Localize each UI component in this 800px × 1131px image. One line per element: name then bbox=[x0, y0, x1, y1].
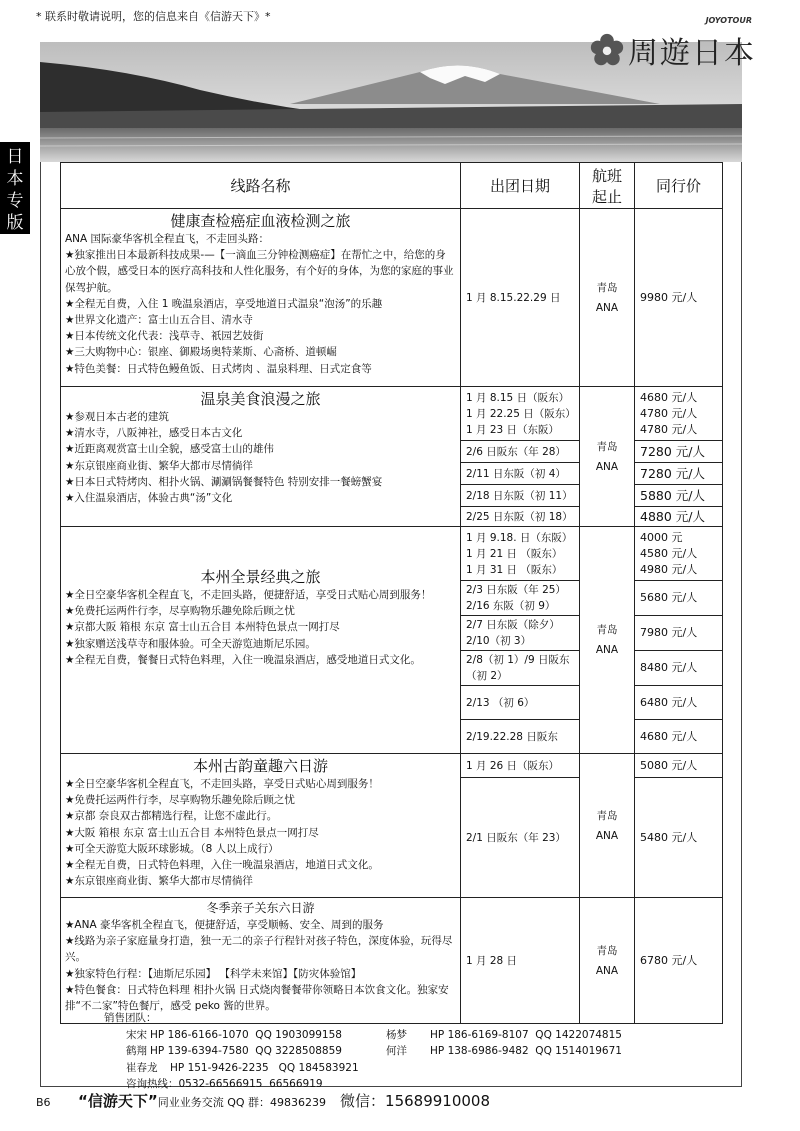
price-cell: 4880 元/人 bbox=[635, 507, 723, 527]
departure-dates: 1 月 26 日（阪东） bbox=[461, 754, 580, 778]
contact-row bbox=[104, 1043, 666, 1059]
footer-qq-group: 同业业务交流 QQ 群：49836239 bbox=[157, 1096, 327, 1109]
route-title: 本州全景经典之旅 bbox=[200, 568, 321, 586]
departure-dates: 2/7 日东阪（除夕） 2/10（初 3） bbox=[461, 616, 580, 651]
departure-dates: 1 月 8.15 日（阪东） 1 月 22.25 日（阪东） 1 月 23 日（东阪） bbox=[461, 387, 580, 441]
header-route-name: 线路名称 bbox=[61, 163, 461, 209]
departure-dates: 2/8（初 1）/9 日阪东（初 2） bbox=[461, 651, 580, 686]
route-title: 本州古韵童趣六日游 bbox=[192, 757, 328, 775]
table-row bbox=[61, 527, 723, 581]
price-cell: 5480 元/人 bbox=[635, 778, 723, 898]
departure-dates: 2/13 （初 6） bbox=[461, 686, 580, 720]
page-number: B6 bbox=[36, 1096, 51, 1109]
brand-sub-text: JOYOTOUR bbox=[705, 16, 752, 25]
route-description: 温泉美食浪漫之旅 ★参观日本古老的建筑 ★清水寺，八阪神社，感受日本古文化 ★近距离观赏富士山全貌，感受富士山的雄伟 ★东京银座商业街、繁华大都市尽情徜徉 ★日本日式特烤肉、相扑火锅、涮涮锅餐餐特色 特别安排一餐螃蟹宴 ★入住温泉酒店，体验古典“汤”文化 bbox=[61, 387, 461, 527]
price-cell: 5680 元/人 bbox=[635, 581, 723, 616]
departure-dates: 1 月 28 日 bbox=[461, 898, 580, 1024]
table-row bbox=[61, 754, 723, 778]
route-title: 健康查检癌症血液检测之旅 bbox=[170, 212, 351, 230]
departure-dates: 2/19.22.28 日阪东 bbox=[461, 720, 580, 754]
price-cell: 5080 元/人 bbox=[635, 754, 723, 778]
price-cell: 8480 元/人 bbox=[635, 651, 723, 686]
footer bbox=[36, 1090, 490, 1111]
departure-dates: 2/25 日东阪（初 18） bbox=[461, 507, 580, 527]
contact-row bbox=[104, 1027, 666, 1043]
hotline: 咨询热线：0532-66566915 66566919 bbox=[126, 1077, 323, 1090]
flight-info: 青岛 ANA bbox=[580, 898, 635, 1024]
table-row bbox=[61, 387, 723, 441]
contact-name: 何洋 bbox=[386, 1045, 407, 1058]
contact-info: HP 186-6166-1070 QQ 1903099158 bbox=[150, 1029, 342, 1042]
header-flight: 航班 起止 bbox=[580, 163, 635, 209]
route-description: 本州古韵童趣六日游 ★全日空豪华客机全程直飞，不走回头路，享受日式贴心周到服务！ ★免费托运两件行李，尽享购物乐趣免除后顾之忧 ★京都 奈良双古都精选行程，让您不虚此行。 ★大阪 箱根 东京 富士山五合目 本州特色景点一网打尽 ★可全天游览大阪环球影城。（8 人以上成行） ★全程无自费，日式特色料理，入住一晚温泉酒店，地道日式文化。 ★东京银座商业街、繁华大都市尽情徜徉 bbox=[61, 754, 461, 898]
footer-brand: “信游天下” bbox=[78, 1092, 158, 1110]
contact-name: 杨梦 bbox=[386, 1029, 407, 1042]
routes-table bbox=[60, 162, 723, 1024]
price-cell: 4000 元 4580 元/人 4980 元/人 bbox=[635, 527, 723, 581]
contact-info: HP 151-9426-2235 QQ 184583921 bbox=[170, 1061, 359, 1074]
departure-dates: 1 月 8.15.22.29 日 bbox=[461, 209, 580, 387]
flight-info: 青岛 ANA bbox=[580, 527, 635, 754]
departure-dates: 2/6 日阪东（年 28） bbox=[461, 441, 580, 463]
price-cell: 7980 元/人 bbox=[635, 616, 723, 651]
contact-row bbox=[104, 1060, 666, 1076]
departure-dates: 1 月 9.18. 日（东阪） 1 月 21 日 （阪东） 1 月 31 日 （阪东） bbox=[461, 527, 580, 581]
price-cell: 6780 元/人 bbox=[635, 898, 723, 1024]
flight-info: 青岛 ANA bbox=[580, 754, 635, 898]
header-departure-date: 出团日期 bbox=[461, 163, 580, 209]
contact-name: 崔春龙 bbox=[126, 1061, 158, 1074]
route-description: 健康查检癌症血液检测之旅 ANA 国际豪华客机全程直飞，不走回头路： ★独家推出日本最新科技成果-—【一滴血三分钟检测癌症】在帮忙之中，给您的身心放个假，感受日本的医疗高科技和人性化服务，有个好的身体，为您的家庭的事业保驾护航。 ★全程无自费，入住 1 晚温泉酒店，享受地道日式温泉“泡汤”的乐趣 ★世界文化遗产：富士山五合目、清水寺 ★日本传统文化代表：浅草寺、祇园艺妓街 ★三大购物中心：银座、御殿场奥特莱斯、心斋桥、道顿崛 ★特色美餐：日式特色鳗鱼饭、日式烤肉 、温泉料理、日式定食等 bbox=[61, 209, 461, 387]
departure-dates: 2/3 日东阪（年 25） 2/16 东阪（初 9） bbox=[461, 581, 580, 616]
sales-team bbox=[104, 1010, 666, 1092]
sales-team-title: 销售团队： bbox=[104, 1012, 157, 1024]
departure-dates: 2/1 日阪东（年 23） bbox=[461, 778, 580, 898]
footer-wechat: 微信：15689910008 bbox=[340, 1092, 491, 1110]
source-note: * 联系时敬请说明，您的信息来自《信游天下》* bbox=[36, 10, 271, 23]
contact-info: HP 138-6986-9482 QQ 1514019671 bbox=[430, 1045, 622, 1058]
route-title: 冬季亲子关东六日游 bbox=[206, 901, 315, 915]
departure-dates: 2/11 日东阪（初 4） bbox=[461, 463, 580, 485]
contact-name: 鹤翔 bbox=[126, 1045, 147, 1058]
contact-info: HP 186-6169-8107 QQ 1422074815 bbox=[430, 1029, 622, 1042]
brand-logo bbox=[590, 16, 756, 72]
cherry-blossom-icon bbox=[590, 33, 624, 67]
departure-dates: 2/18 日东阪（初 11） bbox=[461, 485, 580, 507]
route-title: 温泉美食浪漫之旅 bbox=[200, 390, 321, 408]
price-cell: 4680 元/人 4780 元/人 4780 元/人 bbox=[635, 387, 723, 441]
contact-info: HP 139-6394-7580 QQ 3228508859 bbox=[150, 1045, 342, 1058]
route-description: 本州全景经典之旅 ★全日空豪华客机全程直飞，不走回头路，便捷舒适，享受日式贴心周到服务！ ★免费托运两件行李，尽享购物乐趣免除后顾之忧 ★京都大阪 箱根 东京 富士山五合目 本州特色景点一网打尽 ★独家赠送浅草寺和服体验。可全天游览迪斯尼乐园。 ★全程无自费，餐餐日式特色料理，入住一晚温泉酒店，感受地道日式文化。 bbox=[61, 527, 461, 754]
price-cell: 9980 元/人 bbox=[635, 209, 723, 387]
price-cell: 6480 元/人 bbox=[635, 686, 723, 720]
table-row bbox=[61, 209, 723, 387]
table-header-row bbox=[61, 163, 723, 209]
brand-name: 周遊日本 bbox=[628, 36, 756, 71]
flight-info: 青岛 ANA bbox=[580, 387, 635, 527]
contact-name: 宋宋 bbox=[126, 1029, 147, 1042]
table-row bbox=[61, 898, 723, 1024]
header-price: 同行价 bbox=[635, 163, 723, 209]
price-cell: 7280 元/人 bbox=[635, 463, 723, 485]
side-tab-japan-edition: 日 本 专 版 bbox=[0, 142, 30, 234]
price-cell: 5880 元/人 bbox=[635, 485, 723, 507]
route-description: 冬季亲子关东六日游 ★ANA 豪华客机全程直飞，便捷舒适，享受顺畅、安全、周到的服务 ★线路为亲子家庭量身打造，独一无二的亲子行程针对孩子特色，深度体验，玩得尽兴。 ★独家特色行程：【迪斯尼乐园】 【科学未来馆】【防灾体验馆】 ★特色餐食：日式特色料理 相扑火锅 日式烧肉餐餐带你领略日本饮食文化。独家安排“不二家”特色餐厅，感受 peko 酱的世界。 bbox=[61, 898, 461, 1024]
price-cell: 7280 元/人 bbox=[635, 441, 723, 463]
flight-info: 青岛 ANA bbox=[580, 209, 635, 387]
price-cell: 4680 元/人 bbox=[635, 720, 723, 754]
